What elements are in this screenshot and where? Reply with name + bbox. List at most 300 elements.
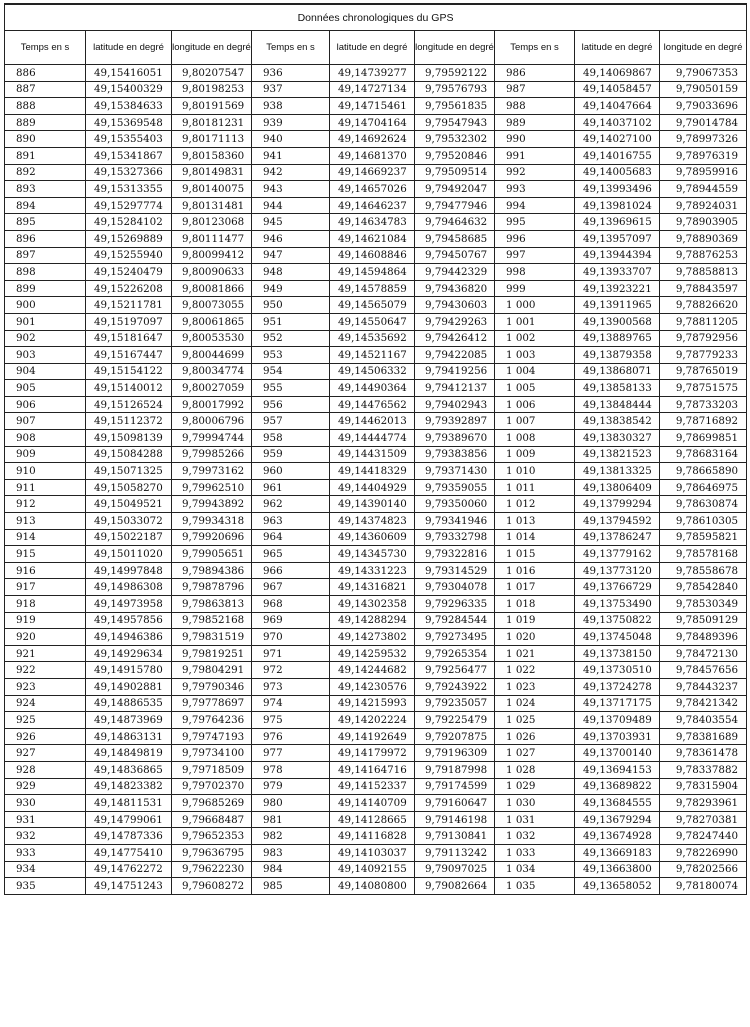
- cell-longitude: 9,78578168: [660, 546, 747, 563]
- cell-latitude: 49,15126524: [86, 396, 172, 413]
- cell-longitude: 9,78890369: [660, 230, 747, 247]
- cell-longitude: 9,79973162: [172, 463, 252, 480]
- cell-longitude: 9,78361478: [660, 745, 747, 762]
- cell-time: 902: [5, 330, 86, 347]
- cell-latitude: 49,15341867: [86, 147, 172, 164]
- cell-longitude: 9,79464632: [415, 214, 495, 231]
- table-row: [5, 479, 747, 496]
- cell-latitude: 49,14751243: [86, 878, 172, 895]
- cell-time: 907: [5, 413, 86, 430]
- cell-time: 1 023: [495, 678, 575, 695]
- cell-time: 894: [5, 197, 86, 214]
- cell-longitude: 9,79430603: [415, 297, 495, 314]
- table-row: [5, 114, 747, 131]
- cell-latitude: 49,14823382: [86, 778, 172, 795]
- cell-latitude: 49,14902881: [86, 678, 172, 695]
- cell-time: 909: [5, 446, 86, 463]
- cell-time: 1 033: [495, 844, 575, 861]
- cell-latitude: 49,14444774: [330, 430, 415, 447]
- cell-latitude: 49,13700140: [575, 745, 660, 762]
- cell-longitude: 9,78509129: [660, 612, 747, 629]
- cell-latitude: 49,14092155: [330, 861, 415, 878]
- cell-longitude: 9,79113242: [415, 844, 495, 861]
- cell-longitude: 9,79146198: [415, 811, 495, 828]
- table-row: [5, 878, 747, 895]
- cell-longitude: 9,78542840: [660, 579, 747, 596]
- cell-time: 987: [495, 81, 575, 98]
- cell-longitude: 9,79831519: [172, 629, 252, 646]
- cell-longitude: 9,79790346: [172, 678, 252, 695]
- cell-time: 1 016: [495, 562, 575, 579]
- cell-time: 981: [252, 811, 330, 828]
- cell-longitude: 9,79082664: [415, 878, 495, 895]
- cell-time: 928: [5, 761, 86, 778]
- cell-latitude: 49,14128665: [330, 811, 415, 828]
- cell-longitude: 9,78716892: [660, 413, 747, 430]
- cell-time: 969: [252, 612, 330, 629]
- cell-longitude: 9,78792956: [660, 330, 747, 347]
- cell-longitude: 9,78315904: [660, 778, 747, 795]
- cell-latitude: 49,14946386: [86, 629, 172, 646]
- cell-latitude: 49,15197097: [86, 313, 172, 330]
- cell-time: 918: [5, 596, 86, 613]
- table-row: [5, 844, 747, 861]
- cell-longitude: 9,79608272: [172, 878, 252, 895]
- table-row: [5, 596, 747, 613]
- cell-longitude: 9,78202566: [660, 861, 747, 878]
- cell-latitude: 49,14273802: [330, 629, 415, 646]
- cell-latitude: 49,14535692: [330, 330, 415, 347]
- table-row: [5, 695, 747, 712]
- cell-longitude: 9,79863813: [172, 596, 252, 613]
- cell-latitude: 49,13658052: [575, 878, 660, 895]
- table-row: [5, 529, 747, 546]
- cell-time: 986: [495, 65, 575, 82]
- header-time-1: Temps en s: [5, 31, 86, 65]
- cell-time: 995: [495, 214, 575, 231]
- cell-latitude: 49,15384633: [86, 98, 172, 115]
- cell-longitude: 9,79256477: [415, 662, 495, 679]
- header-longitude-3: longitude en degré: [660, 31, 747, 65]
- cell-latitude: 49,13753490: [575, 596, 660, 613]
- cell-latitude: 49,14302358: [330, 596, 415, 613]
- cell-time: 1 009: [495, 446, 575, 463]
- cell-time: 980: [252, 795, 330, 812]
- table-row: [5, 861, 747, 878]
- cell-time: 943: [252, 181, 330, 198]
- cell-latitude: 49,13944394: [575, 247, 660, 264]
- cell-time: 891: [5, 147, 86, 164]
- cell-latitude: 49,14244682: [330, 662, 415, 679]
- cell-latitude: 49,13838542: [575, 413, 660, 430]
- cell-latitude: 49,13794592: [575, 513, 660, 530]
- cell-time: 937: [252, 81, 330, 98]
- table-row: [5, 728, 747, 745]
- cell-latitude: 49,13813325: [575, 463, 660, 480]
- cell-longitude: 9,80171113: [172, 131, 252, 148]
- cell-time: 1 034: [495, 861, 575, 878]
- cell-latitude: 49,14727134: [330, 81, 415, 98]
- table-row: [5, 413, 747, 430]
- cell-longitude: 9,78924031: [660, 197, 747, 214]
- cell-time: 892: [5, 164, 86, 181]
- cell-longitude: 9,79819251: [172, 645, 252, 662]
- cell-time: 1 021: [495, 645, 575, 662]
- cell-longitude: 9,79458685: [415, 230, 495, 247]
- cell-latitude: 49,13821523: [575, 446, 660, 463]
- cell-time: 927: [5, 745, 86, 762]
- cell-latitude: 49,15154122: [86, 363, 172, 380]
- cell-longitude: 9,79636795: [172, 844, 252, 861]
- cell-latitude: 49,13969615: [575, 214, 660, 231]
- cell-latitude: 49,14704164: [330, 114, 415, 131]
- cell-time: 1 017: [495, 579, 575, 596]
- cell-time: 1 022: [495, 662, 575, 679]
- cell-latitude: 49,15071325: [86, 463, 172, 480]
- cell-latitude: 49,13779162: [575, 546, 660, 563]
- cell-longitude: 9,79392897: [415, 413, 495, 430]
- cell-time: 991: [495, 147, 575, 164]
- cell-longitude: 9,79520846: [415, 147, 495, 164]
- cell-time: 948: [252, 264, 330, 281]
- header-latitude-2: latitude en degré: [330, 31, 415, 65]
- cell-latitude: 49,14016755: [575, 147, 660, 164]
- cell-longitude: 9,78779233: [660, 347, 747, 364]
- cell-longitude: 9,78530349: [660, 596, 747, 613]
- cell-latitude: 49,14476562: [330, 396, 415, 413]
- cell-time: 899: [5, 280, 86, 297]
- cell-longitude: 9,79243922: [415, 678, 495, 695]
- cell-longitude: 9,80034774: [172, 363, 252, 380]
- cell-longitude: 9,79412137: [415, 380, 495, 397]
- cell-longitude: 9,79235057: [415, 695, 495, 712]
- cell-latitude: 49,13694153: [575, 761, 660, 778]
- cell-longitude: 9,78610305: [660, 513, 747, 530]
- cell-latitude: 49,14973958: [86, 596, 172, 613]
- cell-latitude: 49,13709489: [575, 712, 660, 729]
- cell-time: 934: [5, 861, 86, 878]
- cell-time: 924: [5, 695, 86, 712]
- cell-longitude: 9,78443237: [660, 678, 747, 695]
- cell-time: 1 006: [495, 396, 575, 413]
- cell-time: 926: [5, 728, 86, 745]
- cell-latitude: 49,13730510: [575, 662, 660, 679]
- cell-latitude: 49,14669237: [330, 164, 415, 181]
- cell-longitude: 9,79341946: [415, 513, 495, 530]
- cell-latitude: 49,15140012: [86, 380, 172, 397]
- cell-time: 973: [252, 678, 330, 695]
- cell-longitude: 9,80017992: [172, 396, 252, 413]
- cell-latitude: 49,13911965: [575, 297, 660, 314]
- table-row: [5, 147, 747, 164]
- cell-time: 962: [252, 496, 330, 513]
- cell-time: 904: [5, 363, 86, 380]
- cell-longitude: 9,79097025: [415, 861, 495, 878]
- cell-longitude: 9,79130841: [415, 828, 495, 845]
- cell-latitude: 49,14230576: [330, 678, 415, 695]
- cell-longitude: 9,80191569: [172, 98, 252, 115]
- cell-longitude: 9,80198253: [172, 81, 252, 98]
- cell-longitude: 9,79509514: [415, 164, 495, 181]
- cell-latitude: 49,13879358: [575, 347, 660, 364]
- cell-time: 1 027: [495, 745, 575, 762]
- cell-time: 993: [495, 181, 575, 198]
- cell-latitude: 49,14418329: [330, 463, 415, 480]
- cell-longitude: 9,80140075: [172, 181, 252, 198]
- cell-longitude: 9,79778697: [172, 695, 252, 712]
- table-row: [5, 612, 747, 629]
- cell-longitude: 9,79934318: [172, 513, 252, 530]
- cell-longitude: 9,79592122: [415, 65, 495, 82]
- cell-longitude: 9,80073055: [172, 297, 252, 314]
- cell-latitude: 49,15297774: [86, 197, 172, 214]
- cell-longitude: 9,79747193: [172, 728, 252, 745]
- cell-latitude: 49,13993496: [575, 181, 660, 198]
- cell-time: 1 018: [495, 596, 575, 613]
- cell-latitude: 49,14565079: [330, 297, 415, 314]
- cell-longitude: 9,79067353: [660, 65, 747, 82]
- cell-latitude: 49,15058270: [86, 479, 172, 496]
- table-row: [5, 280, 747, 297]
- cell-time: 954: [252, 363, 330, 380]
- cell-time: 1 000: [495, 297, 575, 314]
- cell-latitude: 49,14080800: [330, 878, 415, 895]
- table-row: [5, 579, 747, 596]
- cell-longitude: 9,78293961: [660, 795, 747, 812]
- table-row: [5, 380, 747, 397]
- cell-latitude: 49,13766729: [575, 579, 660, 596]
- cell-latitude: 49,14345730: [330, 546, 415, 563]
- cell-latitude: 49,15400329: [86, 81, 172, 98]
- cell-time: 1 013: [495, 513, 575, 530]
- cell-latitude: 49,13799294: [575, 496, 660, 513]
- cell-latitude: 49,14192649: [330, 728, 415, 745]
- cell-time: 913: [5, 513, 86, 530]
- cell-longitude: 9,79492047: [415, 181, 495, 198]
- cell-time: 898: [5, 264, 86, 281]
- cell-latitude: 49,15313355: [86, 181, 172, 198]
- cell-latitude: 49,15011020: [86, 546, 172, 563]
- cell-longitude: 9,80061865: [172, 313, 252, 330]
- cell-time: 1 031: [495, 811, 575, 828]
- cell-time: 1 035: [495, 878, 575, 895]
- cell-time: 941: [252, 147, 330, 164]
- cell-longitude: 9,79668487: [172, 811, 252, 828]
- cell-longitude: 9,78630874: [660, 496, 747, 513]
- cell-latitude: 49,14873969: [86, 712, 172, 729]
- cell-time: 945: [252, 214, 330, 231]
- cell-latitude: 49,14681370: [330, 147, 415, 164]
- cell-longitude: 9,79852168: [172, 612, 252, 629]
- cell-longitude: 9,79359055: [415, 479, 495, 496]
- table-row: [5, 546, 747, 563]
- cell-latitude: 49,14997848: [86, 562, 172, 579]
- table-row: [5, 214, 747, 231]
- cell-longitude: 9,78876253: [660, 247, 747, 264]
- cell-latitude: 49,13679294: [575, 811, 660, 828]
- table-row: [5, 230, 747, 247]
- cell-longitude: 9,79652353: [172, 828, 252, 845]
- cell-longitude: 9,79685269: [172, 795, 252, 812]
- cell-longitude: 9,79332798: [415, 529, 495, 546]
- cell-latitude: 49,14037102: [575, 114, 660, 131]
- table-row: [5, 363, 747, 380]
- cell-time: 1 001: [495, 313, 575, 330]
- cell-longitude: 9,78489396: [660, 629, 747, 646]
- cell-longitude: 9,78247440: [660, 828, 747, 845]
- cell-latitude: 49,15098139: [86, 430, 172, 447]
- cell-latitude: 49,14578859: [330, 280, 415, 297]
- cell-longitude: 9,80207547: [172, 65, 252, 82]
- cell-latitude: 49,13806409: [575, 479, 660, 496]
- cell-latitude: 49,13703931: [575, 728, 660, 745]
- cell-longitude: 9,80027059: [172, 380, 252, 397]
- table-row: [5, 65, 747, 82]
- table-row: [5, 828, 747, 845]
- cell-time: 942: [252, 164, 330, 181]
- cell-time: 960: [252, 463, 330, 480]
- cell-latitude: 49,14069867: [575, 65, 660, 82]
- cell-longitude: 9,78765019: [660, 363, 747, 380]
- cell-latitude: 49,14762272: [86, 861, 172, 878]
- cell-longitude: 9,79371430: [415, 463, 495, 480]
- cell-time: 903: [5, 347, 86, 364]
- cell-latitude: 49,14202224: [330, 712, 415, 729]
- gps-data-table: [4, 3, 747, 895]
- cell-longitude: 9,79477946: [415, 197, 495, 214]
- cell-longitude: 9,79547943: [415, 114, 495, 131]
- cell-time: 887: [5, 81, 86, 98]
- table-row: [5, 745, 747, 762]
- cell-latitude: 49,15226208: [86, 280, 172, 297]
- cell-longitude: 9,80099412: [172, 247, 252, 264]
- cell-latitude: 49,14646237: [330, 197, 415, 214]
- cell-latitude: 49,14739277: [330, 65, 415, 82]
- table-row: [5, 761, 747, 778]
- cell-time: 996: [495, 230, 575, 247]
- cell-time: 931: [5, 811, 86, 828]
- cell-longitude: 9,78226990: [660, 844, 747, 861]
- cell-latitude: 49,14374823: [330, 513, 415, 530]
- cell-time: 933: [5, 844, 86, 861]
- cell-latitude: 49,14331223: [330, 562, 415, 579]
- cell-longitude: 9,78337882: [660, 761, 747, 778]
- cell-latitude: 49,14047664: [575, 98, 660, 115]
- cell-latitude: 49,14179972: [330, 745, 415, 762]
- cell-time: 1 020: [495, 629, 575, 646]
- cell-time: 940: [252, 131, 330, 148]
- cell-time: 957: [252, 413, 330, 430]
- cell-longitude: 9,79764236: [172, 712, 252, 729]
- cell-time: 897: [5, 247, 86, 264]
- cell-time: 896: [5, 230, 86, 247]
- cell-time: 915: [5, 546, 86, 563]
- table-row: [5, 313, 747, 330]
- cell-time: 992: [495, 164, 575, 181]
- cell-latitude: 49,14164716: [330, 761, 415, 778]
- cell-time: 1 015: [495, 546, 575, 563]
- cell-time: 895: [5, 214, 86, 231]
- cell-latitude: 49,14787336: [86, 828, 172, 845]
- cell-time: 949: [252, 280, 330, 297]
- cell-time: 919: [5, 612, 86, 629]
- cell-longitude: 9,79296335: [415, 596, 495, 613]
- cell-longitude: 9,78595821: [660, 529, 747, 546]
- cell-longitude: 9,79265354: [415, 645, 495, 662]
- cell-longitude: 9,78472130: [660, 645, 747, 662]
- cell-latitude: 49,13786247: [575, 529, 660, 546]
- table-title-row: [5, 4, 747, 31]
- cell-latitude: 49,15240479: [86, 264, 172, 281]
- cell-time: 1 008: [495, 430, 575, 447]
- cell-latitude: 49,15369548: [86, 114, 172, 131]
- cell-time: 900: [5, 297, 86, 314]
- cell-latitude: 49,14431509: [330, 446, 415, 463]
- cell-longitude: 9,78403554: [660, 712, 747, 729]
- cell-longitude: 9,78751575: [660, 380, 747, 397]
- cell-latitude: 49,13738150: [575, 645, 660, 662]
- cell-latitude: 49,14140709: [330, 795, 415, 812]
- table-row: [5, 264, 747, 281]
- cell-latitude: 49,14506332: [330, 363, 415, 380]
- cell-latitude: 49,14594864: [330, 264, 415, 281]
- cell-time: 1 003: [495, 347, 575, 364]
- table-row: [5, 164, 747, 181]
- cell-latitude: 49,14915780: [86, 662, 172, 679]
- cell-latitude: 49,14715461: [330, 98, 415, 115]
- cell-time: 929: [5, 778, 86, 795]
- cell-time: 1 026: [495, 728, 575, 745]
- cell-time: 972: [252, 662, 330, 679]
- cell-longitude: 9,79734100: [172, 745, 252, 762]
- table-row: [5, 662, 747, 679]
- cell-longitude: 9,79450767: [415, 247, 495, 264]
- cell-time: 1 025: [495, 712, 575, 729]
- cell-longitude: 9,79304078: [415, 579, 495, 596]
- cell-latitude: 49,13933707: [575, 264, 660, 281]
- table-row: [5, 778, 747, 795]
- cell-time: 999: [495, 280, 575, 297]
- cell-latitude: 49,14849819: [86, 745, 172, 762]
- cell-latitude: 49,14799061: [86, 811, 172, 828]
- cell-time: 1 032: [495, 828, 575, 845]
- cell-time: 917: [5, 579, 86, 596]
- cell-time: 994: [495, 197, 575, 214]
- cell-latitude: 49,14608846: [330, 247, 415, 264]
- cell-latitude: 49,14929634: [86, 645, 172, 662]
- cell-latitude: 49,14116828: [330, 828, 415, 845]
- cell-time: 932: [5, 828, 86, 845]
- cell-latitude: 49,15284102: [86, 214, 172, 231]
- cell-time: 911: [5, 479, 86, 496]
- cell-latitude: 49,13669183: [575, 844, 660, 861]
- cell-time: 953: [252, 347, 330, 364]
- cell-longitude: 9,79532302: [415, 131, 495, 148]
- header-time-2: Temps en s: [252, 31, 330, 65]
- cell-latitude: 49,14462013: [330, 413, 415, 430]
- cell-latitude: 49,15084288: [86, 446, 172, 463]
- cell-latitude: 49,14634783: [330, 214, 415, 231]
- cell-longitude: 9,78811205: [660, 313, 747, 330]
- table-row: [5, 247, 747, 264]
- cell-time: 1 029: [495, 778, 575, 795]
- cell-longitude: 9,79350060: [415, 496, 495, 513]
- cell-longitude: 9,79225479: [415, 712, 495, 729]
- cell-time: 970: [252, 629, 330, 646]
- cell-time: 912: [5, 496, 86, 513]
- cell-time: 976: [252, 728, 330, 745]
- cell-latitude: 49,14316821: [330, 579, 415, 596]
